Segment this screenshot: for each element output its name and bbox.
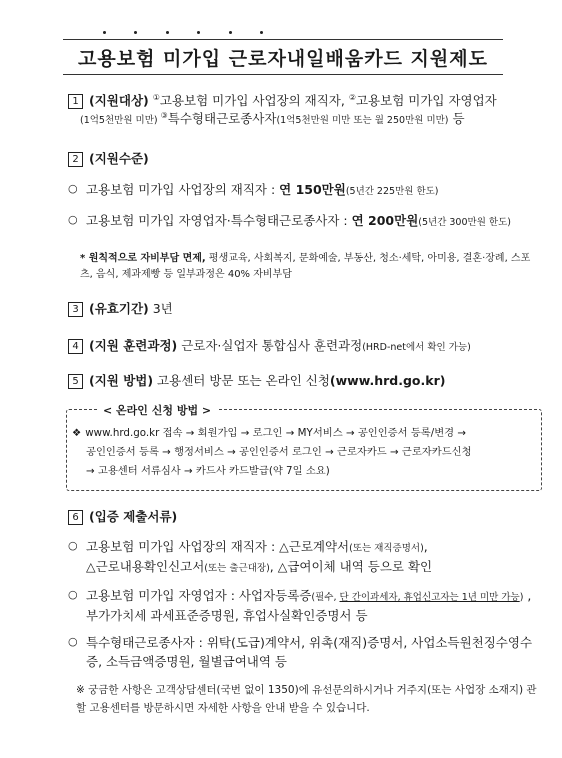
- contact-footnote: ※ 궁금한 사항은 고객상담센터(국번 없이 1350)에 유선문의하시거나 거주지(또는 사업장 소재지) 관할 고용센터를 방문하시면 자세한 사항을 안내 받을 수 있습니다.: [76, 684, 537, 714]
- section-heading-application-method: (지원 방법): [89, 373, 154, 388]
- support-self-employed-amount: 연 200만원: [351, 213, 419, 228]
- support-item-employee: [68, 180, 542, 200]
- support-item-self-employed: [68, 211, 542, 231]
- application-method-text: 고용센터 방문 또는 온라인 신청: [153, 373, 330, 388]
- section-heading-support-level: (지원수준): [89, 151, 149, 166]
- section-eligibility: [68, 92, 546, 129]
- eligibility-target-2: 고용보험 미가입 자영업자: [355, 93, 497, 109]
- section-heading-eligibility: (지원대상): [89, 93, 149, 109]
- section-number-3: 3: [68, 302, 83, 317]
- section-support-level: [68, 150, 546, 168]
- eligibility-etc: 등: [448, 111, 465, 127]
- bullet-circle: ○: [68, 635, 78, 648]
- section-validity: [68, 300, 546, 318]
- support-self-employed-note: (5년간 300만원 한도): [418, 217, 511, 228]
- documents-employee-note-2: (또는 출근대장): [204, 562, 270, 574]
- page-title: 고용보험 미가입 근로자내일배움카드 지원제도: [63, 39, 503, 75]
- section-documents: [68, 508, 546, 526]
- section-heading-validity: (유효기간): [89, 301, 149, 316]
- documents-self-employed-text: 고용보험 미가입 자영업자 : 사업자등록증: [86, 588, 312, 603]
- online-steps-line-3: → 고용센터 서류심사 → 카드사 카드발급(약 7일 소요): [86, 465, 330, 478]
- documents-special-worker-text: 특수형태근로종사자 : 위탁(도급)계약서, 위촉(재직)증명서, 사업소득원천징수영수증, 소득금액증명원, 월별급여내역 등: [86, 635, 533, 670]
- documents-employee-line-2b: , △급여이체 내역 등으로 확인: [269, 558, 433, 574]
- documents-self-employed-note-underlined: 단 간이과세자, 휴업신고자는 1년 미만 가능: [339, 592, 520, 603]
- section-number-4: 4: [68, 339, 83, 354]
- training-course-note: (HRD-net에서 확인 가능): [362, 342, 471, 353]
- documents-employee-note-1: (또는 재직증명서): [349, 543, 424, 554]
- title-dots-decoration: [103, 31, 263, 34]
- section-number-2: 2: [68, 152, 83, 167]
- online-steps-line-2: 공인인증서 등록 → 행정서비스 → 공인인증서 로그인 → 근로자카드 → 근로자카드신청: [86, 446, 472, 459]
- hrd-website-link[interactable]: (www.hrd.go.kr): [329, 373, 446, 388]
- diamond-bullet-icon: ❖: [72, 427, 82, 439]
- section-training-course: [68, 337, 546, 355]
- self-pay-note: [80, 251, 540, 283]
- documents-self-employed-note-start: (필수,: [311, 592, 340, 603]
- eligibility-target-1: 고용보험 미가입 사업장의 재직자,: [159, 93, 349, 109]
- bullet-circle: ○: [68, 182, 78, 195]
- self-pay-note-bold: * 원칙적으로 자비부담 면제,: [80, 253, 206, 264]
- bullet-circle: ○: [68, 539, 78, 552]
- documents-employee-line-1: 고용보험 미가입 사업장의 재직자 : △근로계약서: [86, 539, 350, 554]
- documents-employee-comma: ,: [423, 539, 428, 554]
- validity-value: 3년: [148, 301, 173, 316]
- section-number-5: 5: [68, 374, 83, 389]
- bullet-circle: ○: [68, 213, 78, 226]
- documents-item-self-employed: [68, 586, 542, 625]
- marker-2: ②: [348, 93, 356, 102]
- online-application-steps: [72, 424, 540, 481]
- support-employee-text: 고용보험 미가입 사업장의 재직자 :: [86, 182, 280, 197]
- documents-employee-line-2a: △근로내용확인신고서: [86, 558, 205, 574]
- documents-item-special-worker: [68, 633, 542, 672]
- support-employee-amount: 연 150만원: [279, 182, 346, 197]
- training-course-text: 근로자·실업자 통합심사 훈련과정: [177, 338, 363, 353]
- bullet-circle: ○: [68, 588, 78, 601]
- section-number-1: 1: [68, 94, 83, 109]
- eligibility-target-3: 특수형태근로종사자: [167, 111, 277, 127]
- support-employee-note: (5년간 225만원 한도): [345, 186, 439, 197]
- documents-self-employed-rest: , 부가가치세 과세표준증명원, 휴업사실확인증명서 등: [86, 588, 532, 623]
- eligibility-limit-2: (1억5천만원 미만 또는 월 250만원 미만): [276, 115, 449, 127]
- section-number-6: 6: [68, 510, 83, 525]
- documents-self-employed-note-end: ): [519, 592, 524, 603]
- support-self-employed-text: 고용보험 미가입 자영업자·특수형태근로종사자 :: [86, 213, 352, 228]
- section-heading-documents: (입증 제출서류): [89, 509, 178, 524]
- marker-3: ③: [160, 111, 168, 121]
- eligibility-limit-1: (1억5천만원 미만): [80, 115, 161, 127]
- self-pay-note-rest: 평생교육, 사회복지, 문화예술, 부동산, 청소·세탁, 아미용, 결혼·장례, 스포츠, 음식, 제과제빵 등 일부과정은 40% 자비부담: [80, 253, 531, 280]
- online-application-title: < 온라인 신청 방법 >: [97, 402, 217, 418]
- documents-item-employee: [68, 537, 542, 576]
- section-heading-training-course: (지원 훈련과정): [89, 338, 178, 353]
- online-steps-line-1: www.hrd.go.kr 접속 → 회원가입 → 로그인 → MY서비스 → 공인인증서 등록/변경 →: [85, 427, 467, 439]
- section-application-method: [68, 372, 546, 390]
- marker-1: ①: [152, 93, 160, 102]
